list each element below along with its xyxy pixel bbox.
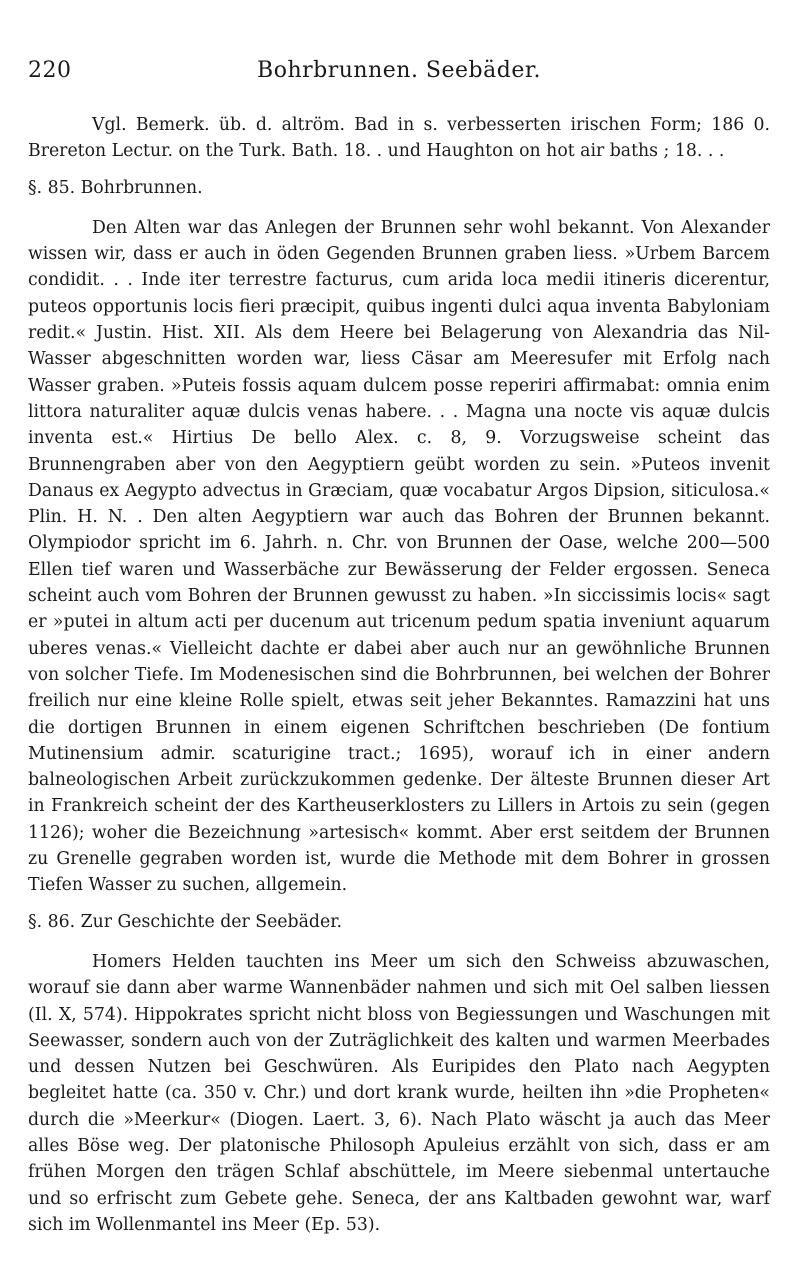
page-number: 220 xyxy=(28,58,72,83)
running-head xyxy=(28,58,770,92)
page-body xyxy=(28,112,770,1238)
section-85-paragraph: Den Alten war das Anlegen der Brunnen sehr wohl bekannt. Von Alexander wissen wir, dass er auch in öden Gegenden Brunnen graben liess. »Urbem Barcem condidit. . . Inde iter terrestre facturus, cum arida loca medii itineris dicerentur, puteos opportunis locis fieri præcipit, quibus ingenti dulci aqua inventa Babyloniam redit.« Justin. Hist. XII. Als dem Heere bei Belagerung von Alexandria das Nil-Wasser abgeschnitten worden war, liess Cäsar am Meeresufer mit Erfolg nach Wasser graben. »Puteis fossis aquam dulcem posse reperiri affirmabat: omnia enim littora naturaliter aquæ dulcis venas habere. . . Magna una nocte vis aquæ dulcis inventa est.« Hirtius De bello Alex. c. 8, 9. Vorzugsweise scheint das Brunnengraben aber von den Aegyptiern geübt worden zu sein. »Puteos invenit Danaus ex Aegypto advectus in Græciam, quæ vocabatur Argos Dipsion, siticulosa.« Plin. H. N. . Den alten Aegyptiern war auch das Bohren der Brunnen bekannt. Olympiodor spricht im 6. Jahrh. n. Chr. von Brunnen der Oase, welche 200—500 Ellen tief waren und Wasserbäche zur Bewässerung der Felder ergossen. Seneca scheint auch vom Bohren der Brunnen gewusst zu haben. »In siccissimis locis« sagt er »putei in altum acti per ducenum aut tricenum pedum spatia inveniunt aquarum uberes venas.« Vielleicht dachte er dabei aber auch nur an gewöhnliche Brunnen von solcher Tiefe. Im Modenesischen sind die Bohrbrunnen, bei welchen der Bohrer freilich nur eine kleine Rolle spielt, etwas seit jeher Bekanntes. Ramazzini hat uns die dortigen Brunnen in einem eigenen Schriftchen beschrieben (De fontium Mutinensium admir. scaturigine tract.; 1695), worauf ich in einer andern balneologischen Arbeit zurückzukommen gedenke. Der älteste Brunnen dieser Art in Frankreich scheint der des Kartheuserklosters zu Lillers in Artois zu sein (gegen 1126); woher die Bezeichnung »artesisch« kommt. Aber erst seitdem der Brunnen zu Grenelle gegraben worden ist, wurde die Methode mit dem Bohrer in grossen Tiefen Wasser zu suchen, allgemein. xyxy=(28,217,770,896)
section-86-paragraph: Homers Helden tauchten ins Meer um sich den Schweiss abzuwaschen, worauf sie dann aber warme Wannenbäder nahmen und sich mit Oel salben liessen (Il. X, 574). Hippokrates spricht nicht bloss von Begiessungen und Waschungen mit Seewasser, sondern auch von der Zuträglichkeit des kalten und warmen Meerbades und dessen Nutzen bei Geschwüren. Als Euripides den Plato nach Aegypten begleitet hatte (ca. 350 v. Chr.) und dort krank wurde, heilten ihn »die Propheten« durch die »Meerkur« (Diogen. Laert. 3, 6). Nach Plato wäscht ja auch das Meer alles Böse weg. Der platonische Philosoph Apuleius erzählt von sich, dass er am frühen Morgen den trägen Schlaf abschüttele, im Meere siebenmal untertauche und so erfrischt zum Gebete gehe. Seneca, der ans Kaltbaden gewohnt war, warf sich im Wollenmantel ins Meer (Ep. 53). xyxy=(28,951,770,1235)
running-title: Bohrbrunnen. Seebäder. xyxy=(257,58,541,83)
section-86-heading: §. 86. Zur Geschichte der Seebäder. xyxy=(28,911,343,932)
intro-reference-paragraph: Vgl. Bemerk. üb. d. altröm. Bad in s. verbesserten irischen Form; 186 0. Brereton Lectur. on the Turk. Bath. 18. . und Haughton on hot air baths ; 18. . . xyxy=(28,115,770,162)
section-85-heading: §. 85. Bohrbrunnen. xyxy=(28,177,203,198)
